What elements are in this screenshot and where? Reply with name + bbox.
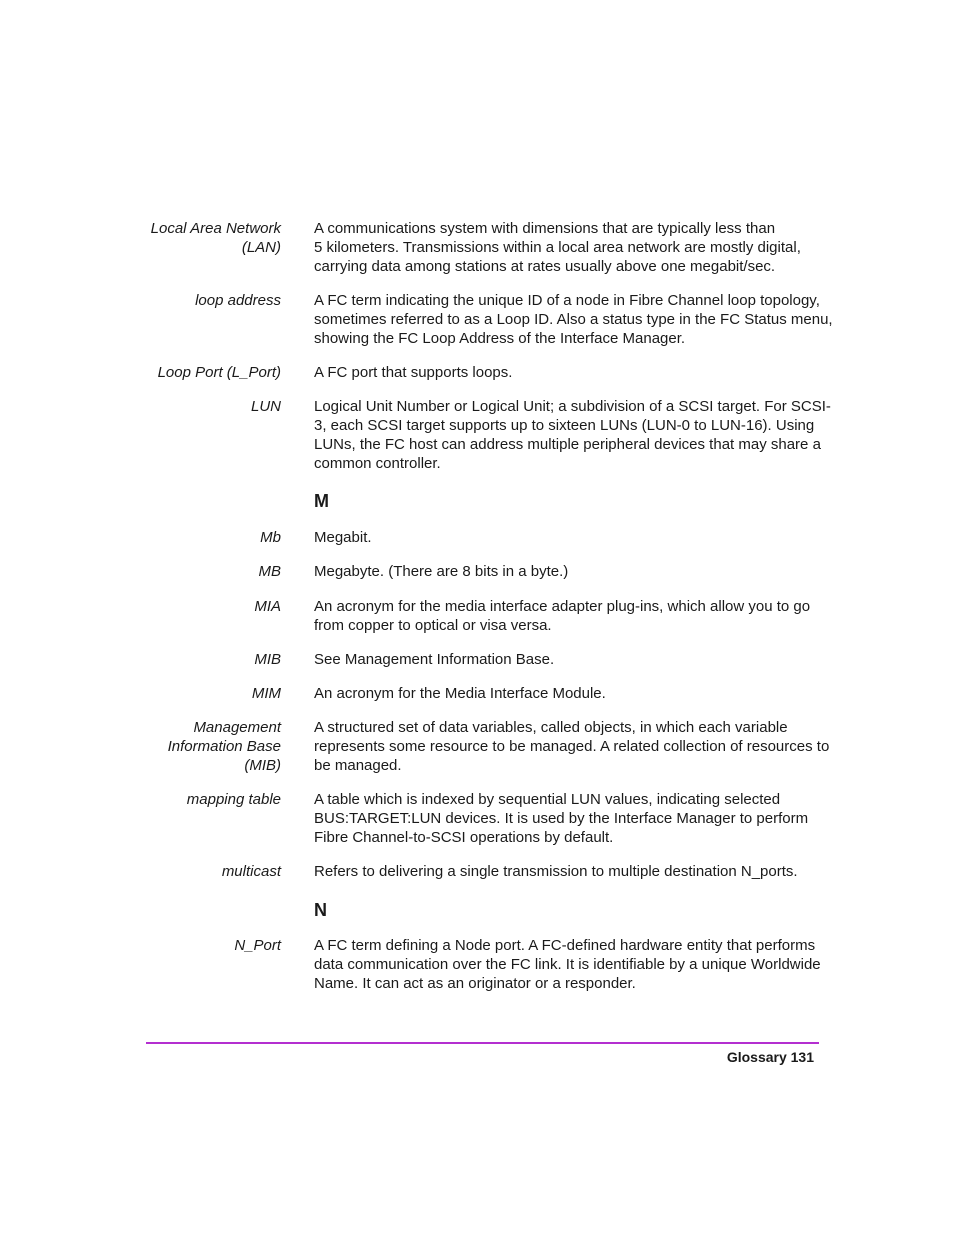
glossary-term [131,650,281,669]
definition-line: Fibre Channel-to-SCSI operations by default. [314,829,614,846]
term-line: N_Port [234,937,281,954]
glossary-definition [314,291,833,348]
glossary-definition [314,597,819,635]
term-line: (MIB) [244,757,281,774]
page-footer: Glossary 131 [726,1049,814,1065]
glossary-term [131,718,281,775]
footer-rule [146,1042,819,1044]
term-line: MB [258,563,281,580]
glossary-definition [314,718,830,775]
glossary-definition [314,528,819,547]
definition-line: showing the FC Loop Address of the Interface Manager. [314,330,686,347]
glossary-definition [314,562,819,581]
glossary-term [131,597,281,616]
definition-line: Logical Unit Number or Logical Unit; a subdivision of a SCSI target. For SCSI- [314,398,831,415]
term-line: loop address [195,292,281,309]
term-line: (LAN) [241,239,281,256]
glossary-term [131,219,281,257]
term-line: Management [193,719,281,736]
definition-line: An acronym for the Media Interface Module. [314,685,606,702]
glossary-term [131,684,281,703]
term-line: LUN [250,398,281,415]
definition-line: A FC term defining a Node port. A FC-defined hardware entity that performs [314,937,816,954]
definition-line: 3, each SCSI target supports up to sixteen LUNs (LUN-0 to LUN-16). Using [314,417,815,434]
glossary-definition [314,650,819,669]
glossary-term [131,790,281,809]
glossary-definition [314,363,819,382]
definition-line: common controller. [314,455,441,472]
term-line: Local Area Network [150,220,281,237]
definition-line: represents some resource to be managed. A related collection of resources to [314,738,830,755]
definition-line: See Management Information Base. [314,651,555,668]
glossary-term [131,528,281,547]
definition-line: Refers to delivering a single transmission to multiple destination N_ports. [314,863,798,880]
glossary-term [131,862,281,881]
definition-line: A table which is indexed by sequential LUN values, indicating selected [314,791,781,808]
definition-line: LUNs, the FC host can address multiple peripheral devices that may share a [314,436,821,453]
term-line: Mb [260,529,281,546]
definition-line: A FC port that supports loops. [314,364,513,381]
glossary-definition [314,862,819,881]
glossary-definition [314,684,819,703]
glossary-definition [314,790,819,847]
definition-line: Megabit. [314,529,372,546]
definition-line: A structured set of data variables, called objects, in which each variable [314,719,788,736]
term-line: MIA [254,598,281,615]
definition-line: 5 kilometers. Transmissions within a local area network are mostly digital, [314,239,801,256]
definition-line: carrying data among stations at rates usually above one megabit/sec. [314,258,776,275]
glossary-term [131,936,281,955]
definition-line: data communication over the FC link. It is identifiable by a unique Worldwide [314,956,821,973]
glossary-term [131,562,281,581]
glossary-definition [314,219,819,276]
definition-line: from copper to optical or visa versa. [314,617,552,634]
section-heading-m: M [314,491,329,511]
term-line: multicast [221,863,281,880]
glossary-definition [314,397,831,473]
term-line: MIB [254,651,281,668]
term-line: Information Base [167,738,281,755]
definition-line: sometimes referred to as a Loop ID. Also a status type in the FC Status menu, [314,311,833,328]
glossary-term [131,363,281,382]
glossary-term [131,397,281,416]
definition-line: Megabyte. (There are 8 bits in a byte.) [314,563,569,580]
definition-line: be managed. [314,757,402,774]
definition-line: BUS:TARGET:LUN devices. It is used by the Interface Manager to perform [314,810,809,827]
term-line: mapping table [186,791,281,808]
term-line: Loop Port (L_Port) [157,364,281,381]
definition-line: A communications system with dimensions that are typically less than [314,220,776,237]
glossary-definition [314,936,819,993]
glossary-term [131,291,281,310]
definition-line: A FC term indicating the unique ID of a node in Fibre Channel loop topology, [314,292,820,309]
term-line: MIM [251,685,281,702]
section-heading-n: N [314,900,327,920]
definition-line: Name. It can act as an originator or a responder. [314,975,636,992]
definition-line: An acronym for the media interface adapter plug-ins, which allow you to go [314,598,811,615]
